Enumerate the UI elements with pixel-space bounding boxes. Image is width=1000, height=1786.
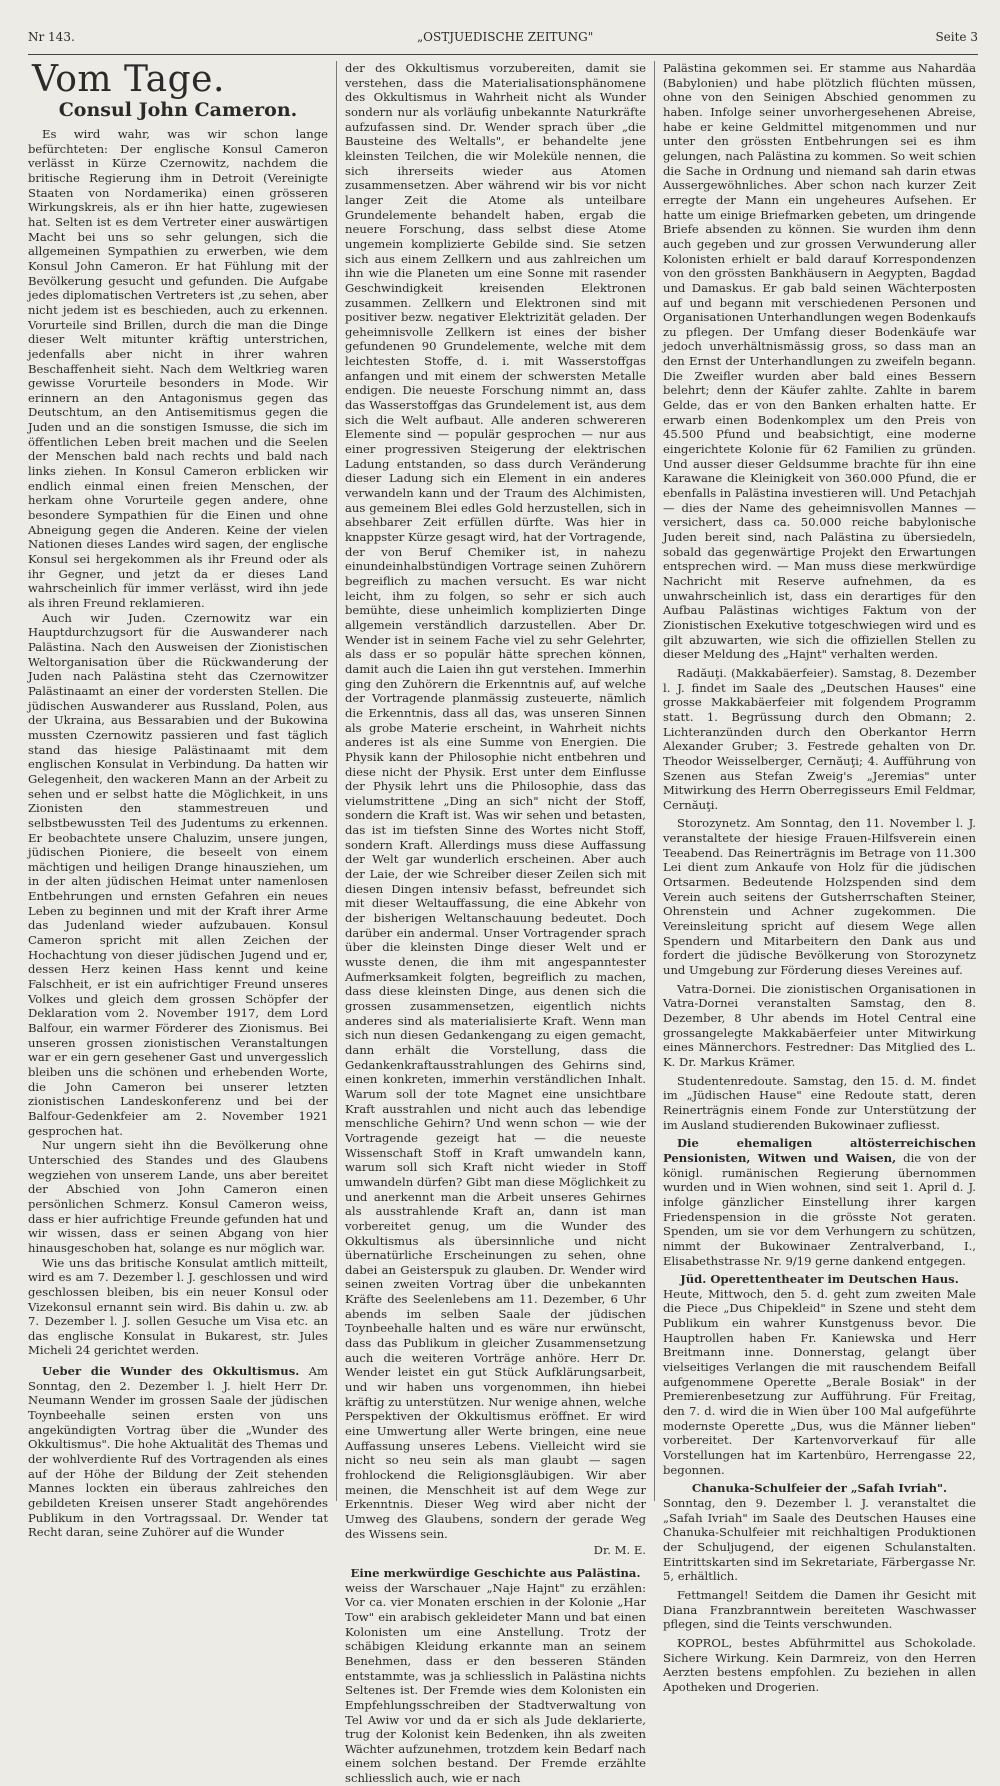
cameron-paragraph-1: Es wird wahr, was wir schon lange befürchteten: Der englische Konsul Cameron verlässt in Kürze Czernowitz, nachdem die britische Regierung ihm in Detroit (Vereinigte Staaten von Nordamerika) einen grösseren Wirkungskreis, als er ihn hier hatte, zugewiesen hat. Selten ist es dem Vertreter einer auswärtigen Macht bei uns so sehr gelungen, sich die allgemeinen Sympathien zu erwerben, wie dem Konsul John Cameron. Er hat Fühlung mit der Bevölkerung gesucht und gefunden. Die Aufgabe jedes diplomatischen Vertreters ist ‚zu sehen, aber nicht jedem ist es beschieden, auch zu erkennen. Vorurteile sind Brillen, durch die man die Dinge dieser Welt mitunter kräftig unterstrichen, jedenfalls aber nicht in ihrer wahren Beschaffenheit sieht. Nach dem Weltkrieg waren gewisse Vorurteile besonders in Mode. Wir erinnern an den Antagonismus gegen das Deutschtum, an den Antisemitismus gegen die Juden und an die sonstigen Ismusse, die sich im öffentlichen Leben breit machen und die Seelen der Menschen bald nach rechts und bald nach links ziehen. In Konsul Cameron erblicken wir endlich einmal einen freien Menschen, der herkam ohne Vorurteile gegen andere, ohne besondere Sympathien für die Einen und ohne Abneigung gegen die Anderen. Keine der vielen Nationen dieses Landes wird sagen, der englische Konsul sei hergekommen als ihr Freund oder als ihr Gegner, und jetzt da er dieses Land wahrscheinlich für immer verlässt, wird ihn jede als ihren Freund reklamieren.	[28, 127, 328, 610]
pensionisten-text: die von der königl. rumänischen Regierung übernommen wurden und in Wien wohnen, sind seit 1. April d. J. infolge gänzlicher Einstellung ihrer kargen Friedenspension in die grösste Not geraten. Spenden, um sie vor dem Verhungern zu schützen, nimmt der Bukowinaer Zentralverband, I., Elisabethstrasse Nr. 9/19 gerne dankend entgegen.	[663, 1150, 977, 1268]
okkult-paragraph-1: Am Sonntag, den 2. Dezember l. J. hielt Herr Dr. Neumann Wender im grossen Saale der jüdischen Toynbeehalle seinen ersten von uns angekündigten Vortrag über die „Wunder des Okkultismus". Die hohe Aktualität des Themas und der wohlverdiente Ruf des Vortragenden als eines auf der Höhe der Bildung der Zeit stehenden Mannes lockten ein überaus zahlreiches den gebildeten Kreisen unserer Stadt angehörendes Publikum in den Vortragssaal. Dr. Wender tat Recht daran, seine Zuhörer auf die Wunder	[28, 1364, 328, 1540]
operetten-text: Heute, Mittwoch, den 5. d. geht zum zweiten Male die Piece „Dus Chipekleid" in Szene und steht dem Publikum ein wahrer Kunstgenuss bevor. Die Hauptrollen haben Fr. Kaniewska und Herr Breitmann inne. Donnerstag, gelangt über vielseitiges Verlangen die mit rauschendem Beifall aufgenommene Operette „Berale Bosiak" in der Premierenbesetzung zur Aufführung. Für Freitag, den 7. d. wird die in Wien über 100 Mal aufgeführte modernste Operette „Dus, wus die Männer lieben" vorbereitet. Der Kartenvorverkauf für alle Vorstellungen hat im Kartenbüro, Herrengasse 22, begonnen.	[663, 1286, 976, 1477]
columns	[28, 59, 978, 1786]
okkult-paragraph-2: der des Okkultismus vorzubereiten, damit sie verstehen, dass die Materialisationsphänomene des Okkultismus in Wahrheit nicht als Wunder sondern nur als vorläufig unbekannte Naturkräfte aufzufassen sind. Dr. Wender sprach über „die Bausteine des Weltalls", er behandelte jene kleinsten Teilchen, die wir Moleküle nennen, die sich ihrerseits wieder aus Atomen zusammensetzen. Aber während wir bis vor nicht langer Zeit die Atome als unteilbare Grundelemente behandelt haben, ergab die neuere Forschung, dass selbst diese Atome ungemein komplizierte Gebilde sind. Sie setzen sich aus einem Zellkern und aus zahlreichen um ihn wie die Planeten um eine Sonne mit rasender Geschwindigkeit kreisenden Elektronen zusammen. Zellkern und Elektronen sind mit positiver bezw. negativer Elektrizität geladen. Der geheimnisvolle Zellkern ist eines der bisher gefundenen 90 Grundelemente, welche mit dem leichtesten Stoffe, d. i. mit Wasserstoffgas anfangen und mit einem der schwersten Metalle endigen. Die neueste Forschung nimmt an, dass das Wasserstoffgas das Grundelement ist, aus dem sich die Welt aufbaut. Alle anderen schwereren Elemente sind — populär gesprochen — nur aus einer progressiven Steigerung der elektrischen Ladung entstanden, so dass durch Veränderung dieser Ladung sich ein Element in ein anderes verwandeln kann und der Traum des Alchimisten, aus gemeinem Blei edles Gold herzustellen, sich in absehbarer Zeit erfüllen dürfte. Was hier in knappster Kürze gesagt wird, hat der Vortragende, der von Beruf Chemiker ist, in nahezu einundeinhalbstündigen Vortrage seinen Zuhörern begreiflich zu machen versucht. Es war nicht leicht, ihm zu folgen, so sehr er sich auch bemühte, diese unheimlich komplizierten Dinge allgemein verständlich darzustellen. Aber Dr. Wender ist in seinem Fache viel zu sehr Gelehrter, als dass er so populär hätte sprechen können, damit auch die Laien ihn gut verstehen. Immerhin ging den Zuhörern die Erkenntnis auf, auf welche der Vortragende planmässig zusteuerte, nämlich die Erkenntnis, dass all das, was unseren Sinnen als grobe Materie erscheint, in Wahrheit nichts anderes ist als eine Summe von Energien. Die Physik kann der Philosophie nicht entbehren und diese nicht der Physik. Erst unter dem Einflusse der Physik lehrt uns die Philosophie, dass das vielumstrittene „Ding an sich" nicht der Stoff, sondern die Kraft ist. Was wir sehen und betasten, das ist im tiefsten Sinne des Wortes nicht Stoff, sondern Kraft. Allerdings muss diese Auffassung der Welt gar wunderlich erscheinen. Aber auch der Laie, der wie Schreiber dieser Zeilen sich mit diesen Dingen intensiv befasst, befreundet sich mit dieser Weltauffassung, die eine Abkehr von der bisherigen Weltanschauung bedeutet. Doch darüber ein andermal. Unser Vortragender sprach über die kleinsten Dinge dieser Welt und er wusste denen, die ihm mit angespanntester Aufmerksamkeit folgten, begreiflich zu machen, dass diese kleinsten Dinge, aus denen sich die grossen zusammensetzen, eigentlich nichts anderes sind als materialisierte Kraft. Wenn man sich nun diesen Gedankengang zu eigen gemacht, dann erhält die Vorstellung, dass die Gedankenkraftausstrahlungen des Gehirns sind, einen konkreten, immerhin verständlichen Inhalt. Warum soll der tote Magnet eine unsichtbare Kraft ausstrahlen und nicht auch das lebendige menschliche Gehirn? Und wenn schon — wie der Vortragende gezeigt hat — die neueste Wissenschaft Stoff in Kraft umwandeln kann, warum soll sich Kraft nicht wieder in Stoff umwandeln dürfen? Gibt man diese Möglichkeit zu und anerkennt man die Arbeit unseres Gehirnes als ausstrahlende Kraft an, dann ist man vorbereitet genug, um die Wunder des Okkultismus als übersinnliche und nicht übernatürliche Erscheinungen zu sehen, ohne dabei an Geisterspuk zu glauben. Dr. Wender wird seinen zweiten Vortrag über die unbekannten Kräfte des Seelenlebens am 11. Dezember, 6 Uhr abends im selben Saale der jüdischen Toynbeehalle halten und es wäre nur erwünscht, dass das Publikum in gleicher Zusammensetzung auch die weiteren Vorträge anhöre. Herr Dr. Wender leistet ein gut Stück Aufklärungsarbeit, und wir haben uns vorgenommen, ihn hiebei kräftig zu unterstützen. Nur wenige ahnen, welche Perspektiven der Okkultismus eröffnet. Er wird eine Umwertung aller Werte bringen, eine neue Auffassung unseres Lebens. Vielleicht wird sie nicht so neu sein als man glaubt — sagen frohlockend die Religionsgläubigen. Wir aber meinen, die Menschheit ist auf dem Wege zur Erkenntnis. Dieser Weg wird aber nicht der Umweg des Glaubens, sondern der gerade Weg des Wissens sein.	[345, 61, 646, 1541]
header-rule	[28, 54, 978, 55]
pensionisten-title: Die ehemaligen altösterreichischen Pensionisten, Witwen und Waisen,	[663, 1136, 976, 1165]
okkult-article	[28, 1364, 328, 1540]
issue-number: Nr 143.	[28, 30, 75, 44]
newspaper-title: „OSTJUEDISCHE ZEITUNG"	[416, 30, 594, 44]
fettmangel-ad: Fettmangel! Seitdem die Damen ihr Gesicht mit Diana Franzbranntwein bereiteten Waschwasser pflegen, sind die Teints verschwunden.	[663, 1587, 976, 1632]
storozynetz-notice: Storozynetz. Am Sonntag, den 11. November l. J. veranstaltete der hiesige Frauen-Hilfsverein einen Teeabend. Das Reinerträgnis im Betrage von 11.300 Lei dient zum Ankaufe von Holz für die jüdischen Ortsarmen. Bedeutende Holzspenden sind dem Verein auch seitens der Gutsherrschaften Steiner, Ohrenstein und Achner zugekommen. Die Vereinsleitung spricht auf diesem Wege allen Spendern und Mitarbeitern den Dank aus und fordert die jüdische Bevölkerung von Storozynetz und Umgebung zur Förderung dieses Vereines auf.	[663, 816, 976, 978]
okkult-signature: Dr. M. E.	[593, 1543, 646, 1558]
cameron-paragraph-2: Auch wir Juden. Czernowitz war ein Hauptdurchzugsort für die Auswanderer nach Palästina. Nach den Ausweisen der Zionistischen Weltorganisation über die Rückwanderung der Juden nach Palästina steht das Czernowitzer Palästinaamt an einer der vordersten Stellen. Die jüdischen Auswanderer aus Russland, Polen, aus der Ukraina, aus Bessarabien und der Bukowina mussten Czernowitz passieren und fast täglich stand das hiesige Palästinaamt mit dem englischen Konsulat in Verbindung. Da hatten wir Gelegenheit, den wackeren Mann an der Arbeit zu sehen und er selbst hatte die Möglichkeit, in uns Zionisten den stammestreuen und selbstbewussten Teil des Judentums zu erkennen. Er beobachtete unsere Chaluzim, unsere jungen, jüdischen Pioniere, die beseelt von einem mächtigen und heiligen Drange hinausziehen, um in der alten jüdischen Heimat unter namenlosen Entbehrungen und ernsten Gefahren ein neues Leben zu beginnen und mit der Kraft ihrer Arme das Judenland wieder aufzubauen. Konsul Cameron spricht mit allen Zeichen der Hochachtung von dieser jüdischen Jugend und er, dessen Herz keinen Hass kennt und keine Falschheit, er ist ein aufrichtiger Freund unseres Volkes und gleich dem grossen Schöpfer der Deklaration vom 2. November 1917, dem Lord Balfour, ein warmer Förderer des Zionismus. Bei unseren grossen zionistischen Veranstaltungen war er ein gern gesehener Gast und unvergesslich bleiben uns die schönen und erhebenden Worte, die John Cameron bei unserer letzten zionistischen Landeskonferenz und bei der Balfour-Gedenkfeier am 2. November 1921 gesprochen hat.	[28, 610, 328, 1138]
chanuka-title: Chanuka-Schulfeier der „Safah Ivriah".	[691, 1481, 948, 1496]
operetten-title: Jüd. Operettentheater im Deutschen Haus.	[680, 1272, 959, 1287]
column-2	[336, 61, 654, 1786]
chanuka-text: Sonntag, den 9. Dezember l. J. veranstaltet die „Safah Ivriah" im Saale des Deutschen Hauses eine Chanuka-Schulfeier mit reichhaltigen Produktionen der Schuljugend, der eigenen Schulanstalten. Eintrittskarten sind im Sekretariate, Färbergasse Nr. 5, erhältlich.	[663, 1496, 976, 1584]
cameron-paragraph-3: Nur ungern sieht ihn die Bevölkerung ohne Unterschied des Standes und des Glaubens wegziehen von unserem Lande, uns aber bereitet der Abschied von John Cameron einen persönlichen Schmerz. Konsul Cameron weiss, dass er hier aufrichtige Freunde gefunden hat und wir wissen, dass er seinen Abgang von hier hinausgeschoben hat, solange es nur möglich war.	[28, 1138, 328, 1255]
page-header	[28, 30, 978, 52]
palestine-story-paragraph-2: Palästina gekommen sei. Er stamme aus Nahardäa (Babylonien) und habe plötzlich flüchten müssen, ohne von den Seinigen Abschied genommen zu haben. Infolge seiner unvorhergesehenen Abreise, habe er keine Geldmittel mitgenommen und nur unter den grössten Entbehrungen sei es ihm gelungen, nach Palästina zu kommen. So weit schien die Sache in Ordnung und niemand sah darin etwas Aussergewöhnliches. Aber schon nach kurzer Zeit erregte der Mann ein ungeheures Aufsehen. Er hatte um einige Briefmarken gebeten, um dringende Briefe absenden zu können. Sie wurden ihm denn auch gegeben und zur grossen Verwunderung aller Kolonisten erhielt er bald darauf Korrespondenzen von den grössten Bankhäusern in Aegypten, Bagdad und Damaskus. Er gab bald seinen Wächterposten auf und begann mit verschiedenen Personen und Organisationen Unterhandlungen wegen Bodenkaufs zu pflegen. Der Umfang dieser Bodenkäufe war jedoch unverhältnismässig gross, so dass man an den Ernst der Unterhandlungen zu zweifeln begann. Die Zweifler wurden aber bald eines Bessern belehrt; denn der Käufer zahlte. Zahlte in barem Gelde, das er von den Banken erhalten hatte. Er erwarb einen Bodenkomplex um den Preis von 45.500 Pfund und beabsichtigt, eine moderne eingerichtete Kolonie für 62 Familien zu gründen. Und ausser dieser Geldsumme brachte für ihn eine Karawane die Kleinigkeit von 360.000 Pfund, die er ebenfalls in Palästina investieren will. Und Petachjah — dies der Name des geheimnisvollen Mannes — versichert, dass ca. 50.000 reiche babylonische Juden bereit sind, nach Palästina zu übersiedeln, sobald das gegenwärtige Projekt den Erwartungen entsprechen wird. — Man muss diese merkwürdige Nachricht mit Reserve aufnehmen, da es unwahrscheinlich ist, dass ein derartiges für den Aufbau Palästinas wichtiges Faktum von der Zionistischen Exekutive totgeschwiegen wird und es gilt abzuwarten, wie sich die offiziellen Stellen zu dieser Meldung des „Hajnt" verhalten werden.	[663, 61, 977, 662]
cameron-paragraph-4: Wie uns das britische Konsulat amtlich mitteilt, wird es am 7. Dezember l. J. geschlossen und wird geschlossen bleiben, bis ein neuer Konsul oder Vizekonsul ernannt sein wird. Bis dahin u. zw. ab 7. Dezember l. J. sollen Gesuche um Visa etc. an das englische Konsulat in Bukarest, str. Jules Micheli 24 gerichtet werden.	[28, 1255, 328, 1358]
radauti-notice: Radăuţi. (Makkabäerfeier). Samstag, 8. Dezember l. J. findet im Saale des „Deutschen Hauses" eine grosse Makkabäerfeier mit folgendem Programm statt. 1. Begrüssung durch den Obmann; 2. Lichteranzünden durch den Oberkantor Herrn Alexander Gruber; 3. Festrede gehalten von Dr. Theodor Weisselberger, Cernăuţi; 4. Aufführung von Szenen aus Stefan Zweig's „Jeremias" unter Mitwirkung des Herrn Oberregisseurs Emil Feldmar, Cernăuţi.	[663, 665, 976, 812]
page-number: Seite 3	[935, 30, 978, 44]
pensionisten-notice	[663, 1136, 976, 1268]
column-3	[654, 61, 977, 1694]
studentenredoute-notice: Studentenredoute. Samstag, den 15. d. M. findet im „Jüdischen Hause" eine Redoute statt, deren Reinerträgnis einem Fonde zur Unterstützung der im Ausland studierenden Bukowinaer zufliesst.	[663, 1073, 976, 1132]
headline-cameron: Consul John Cameron.	[58, 99, 298, 121]
okkult-title: Ueber die Wunder des Okkultismus.	[42, 1364, 300, 1379]
vatra-dornei-notice: Vatra-Dornei. Die zionistischen Organisationen in Vatra-Dornei veranstalten Samstag, den 8. Dezember, 8 Uhr abends im Hotel Central eine grossangelegte Makkabäerfeier unter Mitwirkung eines Männerchors. Festredner: Das Mitglied des L. K. Dr. Markus Krämer.	[663, 981, 976, 1069]
koprol-ad: KOPROL, bestes Abführmittel aus Schokolade. Sichere Wirkung. Kein Darmreiz, von den Herren Aerzten bestens empfohlen. Zu beziehen in allen Apotheken und Drogerien.	[663, 1635, 976, 1694]
rubric-title: Vom Tage.	[32, 59, 225, 100]
column-1	[28, 59, 336, 1540]
palestine-story-title: Eine merkwürdige Geschichte aus Palästina.	[350, 1565, 641, 1580]
palestine-story-paragraph-1: weiss der Warschauer „Naje Hajnt" zu erzählen: Vor ca. vier Monaten erschien in der Kolonie „Har Tow" ein arabisch gekleideter Mann und bat einen Kolonisten um eine Anstellung. Trotz der schäbigen Kleidung erkannte man an seinem Benehmen, dass er den besseren Ständen entstammte, was ja schliesslich in Palästina nichts Seltenes ist. Der Fremde wies dem Kolonisten ein Empfehlungsschreiben der Stadtverwaltung von Tel Awiw vor und da er sich als Jude deklarierte, trug der Kolonist kein Bedenken, ihn als zweiten Wächter aufzunehmen, trotzdem kein Bedarf nach einem solchen bestand. Der Fremde erzählte schliesslich auch, wie er nach	[345, 1580, 646, 1786]
